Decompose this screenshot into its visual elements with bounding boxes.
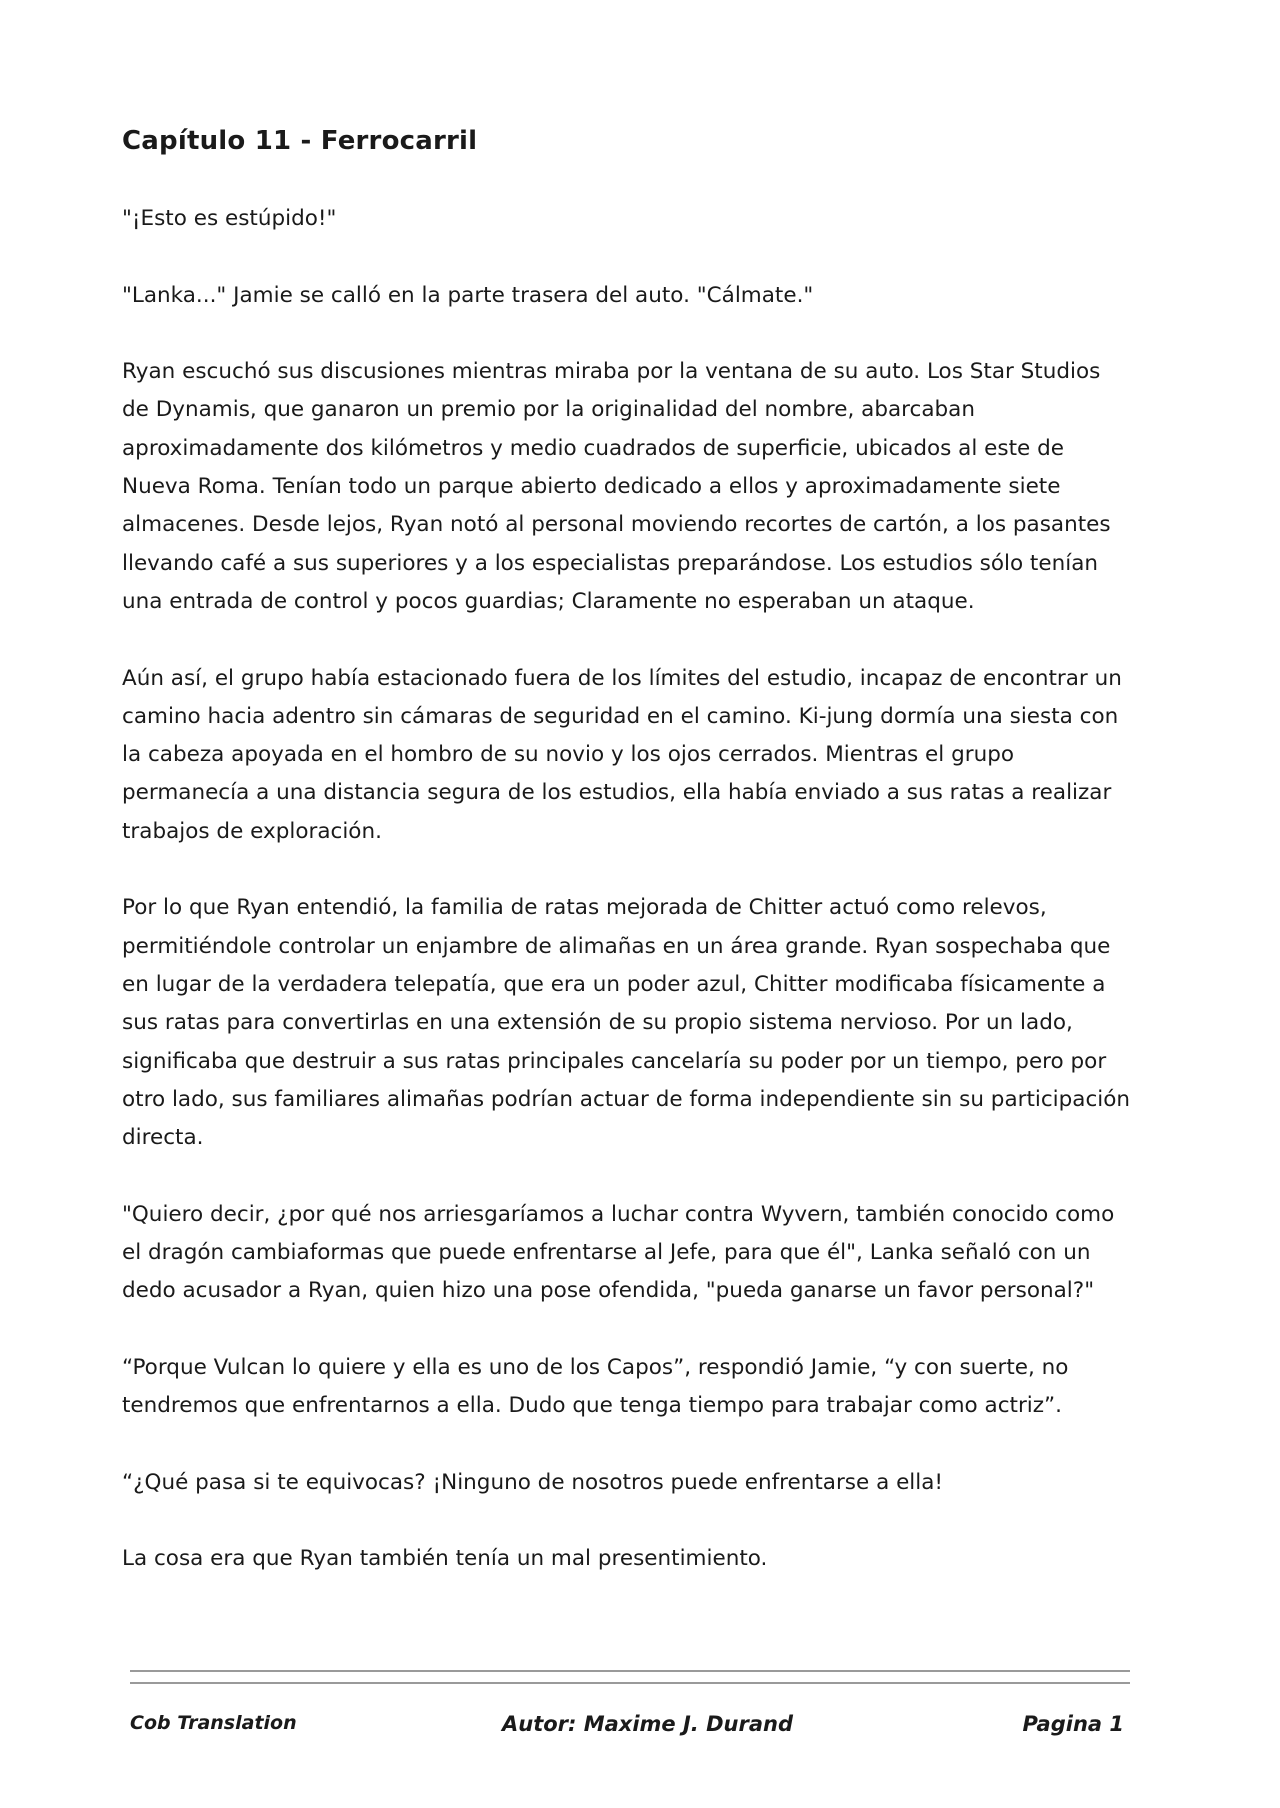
document-page (122, 0, 1132, 1808)
page-footer (130, 1712, 1124, 1742)
paragraph: Por lo que Ryan entendió, la familia de ratas mejorada de Chitter actuó como relevos, permitiéndole controlar un enjambre de alimañas en un área grande. Ryan sospechaba que en lugar de la verdadera telepatía, que era un poder azul, Chitter modificaba físicamente a sus ratas para convertirlas en una extensión de su propio sistema nervioso. Por un lado, significaba que destruir a sus ratas principales cancelaría su poder por un tiempo, pero por otro lado, sus familiares alimañas podrían actuar de forma independiente sin su participación directa. (122, 895, 1131, 1151)
chapter-title: Capítulo 11 - Ferrocarril (122, 126, 478, 156)
footer-divider-bottom (130, 1682, 1130, 1684)
paragraph: "Lanka..." Jamie se calló en la parte trasera del auto. "Cálmate." (122, 282, 814, 308)
footer-page-number: Pagina 1 (1022, 1712, 1124, 1736)
paragraph: “¿Qué pasa si te equivocas? ¡Ninguno de nosotros puede enfrentarse a ella! (122, 1469, 944, 1495)
paragraph: La cosa era que Ryan también tenía un mal presentimiento. (122, 1546, 768, 1572)
paragraph: “Porque Vulcan lo quiere y ella es uno de los Capos”, respondió Jamie, “y con suerte, no tendremos que enfrentarnos a ella. Dudo que tenga tiempo para trabajar como actriz”. (122, 1354, 1069, 1419)
paragraph: "¡Esto es estúpido!" (122, 206, 337, 231)
paragraph: Ryan escuchó sus discusiones mientras miraba por la ventana de su auto. Los Star Studios de Dynamis, que ganaron un premio por la originalidad del nombre, abarcaban aproximadamente dos kilómetros y medio cuadrados de superficie, ubicados al este de Nueva Roma. Tenían todo un parque abierto dedicado a ellos y aproximadamente siete almacenes. Desde lejos, Ryan notó al personal moviendo recortes de cartón, a los pasantes llevando café a sus superiores y a los especialistas preparándose. Los estudios sólo tenían una entrada de control y pocos guardias; Claramente no esperaban un ataque. (122, 359, 1111, 614)
footer-translator: Cob Translation (130, 1712, 297, 1734)
footer-author: Autor: Maxime J. Durand (502, 1712, 793, 1736)
paragraph: "Quiero decir, ¿por qué nos arriesgaríamos a luchar contra Wyvern, también conocido como el dragón cambiaformas que puede enfrentarse al Jefe, para que él", Lanka señaló con un dedo acusador a Ryan, quien hizo una pose ofendida, "pueda ganarse un favor personal?" (122, 1201, 1115, 1304)
footer-divider-top (130, 1670, 1130, 1672)
paragraph: Aún así, el grupo había estacionado fuera de los límites del estudio, incapaz de encontrar un camino hacia adentro sin cámaras de seguridad en el camino. Ki-jung dormía una siesta con la cabeza apoyada en el hombro de su novio y los ojos cerrados. Mientras el grupo permanecía a una distancia segura de los estudios, ella había enviado a sus ratas a realizar trabajos de exploración. (122, 665, 1122, 844)
chapter-body (122, 200, 1132, 1617)
